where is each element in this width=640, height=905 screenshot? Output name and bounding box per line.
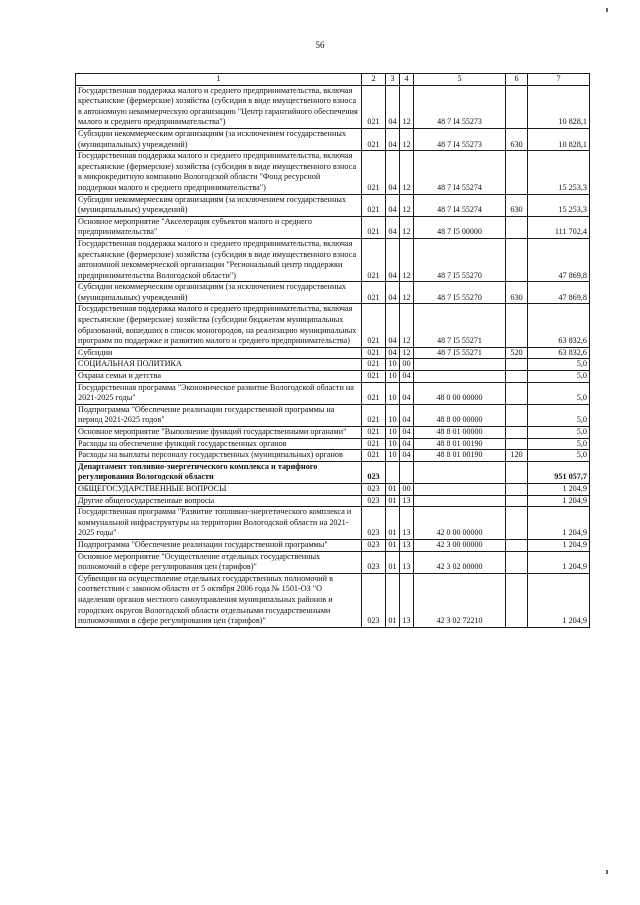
row-article-cell <box>414 483 506 495</box>
row-article-cell <box>414 371 506 383</box>
row-name-cell: Основное мероприятие "Выполнение функций государственными органами" <box>76 427 362 439</box>
row-section-cell: 01 <box>386 507 400 540</box>
row-article-cell: 48 7 I4 55273 <box>414 128 506 150</box>
row-subsection-cell: 12 <box>400 151 414 194</box>
row-code-cell: 021 <box>362 359 386 371</box>
row-type-cell: 630 <box>506 194 528 216</box>
row-subsection-cell <box>400 461 414 483</box>
row-section-cell: 04 <box>386 238 400 281</box>
row-type-cell <box>506 151 528 194</box>
row-subsection-cell: 12 <box>400 194 414 216</box>
table-row <box>76 216 590 238</box>
row-type-cell: 630 <box>506 128 528 150</box>
row-section-cell: 04 <box>386 128 400 150</box>
row-sum-cell: 63 832,6 <box>528 347 590 359</box>
row-sum-cell: 15 253,3 <box>528 194 590 216</box>
row-sum-cell: 15 253,3 <box>528 151 590 194</box>
row-section-cell: 04 <box>386 85 400 128</box>
table-row <box>76 483 590 495</box>
row-type-cell <box>506 539 528 551</box>
row-type-cell <box>506 238 528 281</box>
row-subsection-cell: 04 <box>400 427 414 439</box>
table-row <box>76 282 590 304</box>
row-subsection-cell: 12 <box>400 128 414 150</box>
row-code-cell: 021 <box>362 194 386 216</box>
row-subsection-cell: 00 <box>400 483 414 495</box>
row-sum-cell: 1 204,9 <box>528 551 590 573</box>
row-type-cell <box>506 404 528 426</box>
row-name-cell: Департамент топливно-энергетического комплекса и тарифного регулирования Вологодской области <box>76 461 362 483</box>
row-type-cell: 520 <box>506 347 528 359</box>
scan-mark <box>606 870 608 874</box>
row-section-cell: 10 <box>386 371 400 383</box>
row-subsection-cell: 04 <box>400 438 414 450</box>
row-name-cell: Государственная поддержка малого и среднего предпринимательства, включая крестьянские (фермерские) хозяйства (субсидия в виде имущественного взноса автономной некоммерческой организации "Региональный центр поддержки предпринимательства Вологодской области") <box>76 238 362 281</box>
row-code-cell: 023 <box>362 483 386 495</box>
row-type-cell <box>506 573 528 627</box>
row-article-cell: 48 7 I5 55270 <box>414 282 506 304</box>
header-cell: 4 <box>400 74 414 86</box>
row-type-cell: 630 <box>506 282 528 304</box>
row-code-cell: 023 <box>362 539 386 551</box>
row-code-cell: 021 <box>362 238 386 281</box>
row-section-cell: 04 <box>386 151 400 194</box>
row-article-cell: 48 0 00 00000 <box>414 382 506 404</box>
page-number: 56 <box>315 40 325 50</box>
row-code-cell: 021 <box>362 347 386 359</box>
row-section-cell: 01 <box>386 551 400 573</box>
row-subsection-cell: 12 <box>400 282 414 304</box>
row-article-cell: 48 7 I4 55273 <box>414 85 506 128</box>
row-name-cell: Субсидии некоммерческим организациям (за исключением государственных (муниципальных) учреждений) <box>76 282 362 304</box>
row-code-cell: 021 <box>362 427 386 439</box>
row-article-cell: 48 7 I5 00000 <box>414 216 506 238</box>
row-sum-cell: 1 204,9 <box>528 495 590 507</box>
row-type-cell <box>506 461 528 483</box>
row-name-cell: Расходы на обеспечение функций государственных органов <box>76 438 362 450</box>
table-row <box>76 194 590 216</box>
header-cell: 1 <box>76 74 362 86</box>
row-subsection-cell: 13 <box>400 573 414 627</box>
row-subsection-cell: 04 <box>400 404 414 426</box>
row-code-cell: 023 <box>362 495 386 507</box>
row-code-cell: 023 <box>362 551 386 573</box>
table-row <box>76 347 590 359</box>
header-cell: 2 <box>362 74 386 86</box>
row-subsection-cell: 12 <box>400 304 414 347</box>
row-section-cell: 04 <box>386 304 400 347</box>
row-subsection-cell: 13 <box>400 507 414 540</box>
row-name-cell: Субсидии некоммерческим организациям (за исключением государственных (муниципальных) учреждений) <box>76 194 362 216</box>
row-sum-cell: 5,0 <box>528 359 590 371</box>
table-row <box>76 404 590 426</box>
table-row <box>76 427 590 439</box>
row-type-cell <box>506 304 528 347</box>
row-sum-cell: 111 702,4 <box>528 216 590 238</box>
row-name-cell: Субсидии <box>76 347 362 359</box>
table-row <box>76 551 590 573</box>
table-row <box>76 507 590 540</box>
row-type-cell <box>506 382 528 404</box>
row-section-cell: 01 <box>386 573 400 627</box>
row-section-cell <box>386 461 400 483</box>
row-name-cell: Основное мероприятие "Акселерация субъектов малого и среднего предпринимательства" <box>76 216 362 238</box>
row-sum-cell: 1 204,9 <box>528 483 590 495</box>
row-subsection-cell: 12 <box>400 216 414 238</box>
row-type-cell <box>506 85 528 128</box>
row-name-cell: Государственная поддержка малого и среднего предпринимательства, включая крестьянские (фермерские) хозяйства (субсидии бюджетам муниципальных образований, вошедших в список моногородов, на реализацию муниципальных программ по поддержке и развитию малого и среднего предпринимательства) <box>76 304 362 347</box>
table-row <box>76 461 590 483</box>
row-subsection-cell: 04 <box>400 450 414 462</box>
row-section-cell: 10 <box>386 359 400 371</box>
row-section-cell: 01 <box>386 483 400 495</box>
row-code-cell: 021 <box>362 282 386 304</box>
row-name-cell: Другие общегосударственные вопросы <box>76 495 362 507</box>
header-cell: 7 <box>528 74 590 86</box>
row-type-cell <box>506 427 528 439</box>
row-code-cell: 021 <box>362 151 386 194</box>
row-type-cell <box>506 483 528 495</box>
table-row <box>76 495 590 507</box>
scan-mark <box>606 8 608 12</box>
row-subsection-cell: 04 <box>400 382 414 404</box>
row-sum-cell: 5,0 <box>528 371 590 383</box>
row-article-cell: 48 8 00 00000 <box>414 404 506 426</box>
row-section-cell: 04 <box>386 282 400 304</box>
row-code-cell: 023 <box>362 461 386 483</box>
row-code-cell: 021 <box>362 304 386 347</box>
row-subsection-cell: 04 <box>400 371 414 383</box>
row-sum-cell: 1 204,9 <box>528 507 590 540</box>
row-type-cell <box>506 507 528 540</box>
row-article-cell: 42 0 00 00000 <box>414 507 506 540</box>
row-code-cell: 023 <box>362 507 386 540</box>
row-article-cell: 42 3 00 00000 <box>414 539 506 551</box>
row-subsection-cell: 12 <box>400 85 414 128</box>
header-cell: 3 <box>386 74 400 86</box>
row-section-cell: 10 <box>386 382 400 404</box>
row-name-cell: Субвенции на осуществление отдельных государственных полномочий в соответствии с законом области от 5 октября 2006 года № 1501-ОЗ "О наделении органов местного самоуправления муниципальных районов и городских округов Вологодской области отдельными государственными полномочиями в сфере регулирования цен (тарифов)" <box>76 573 362 627</box>
row-name-cell: ОБЩЕГОСУДАРСТВЕННЫЕ ВОПРОСЫ <box>76 483 362 495</box>
row-article-cell: 48 8 01 00000 <box>414 427 506 439</box>
row-name-cell: Государственная программа "Экономическое развитие Вологодской области на 2021-2025 годы" <box>76 382 362 404</box>
table-row <box>76 371 590 383</box>
row-code-cell: 021 <box>362 128 386 150</box>
header-cell: 5 <box>414 74 506 86</box>
row-sum-cell: 63 832,6 <box>528 304 590 347</box>
row-sum-cell: 10 828,1 <box>528 128 590 150</box>
row-code-cell: 021 <box>362 85 386 128</box>
row-article-cell: 48 8 01 00190 <box>414 438 506 450</box>
table-row <box>76 539 590 551</box>
row-name-cell: Охрана семьи и детства <box>76 371 362 383</box>
row-type-cell: 120 <box>506 450 528 462</box>
row-name-cell: Расходы на выплаты персоналу государственных (муниципальных) органов <box>76 450 362 462</box>
row-type-cell <box>506 551 528 573</box>
row-subsection-cell: 12 <box>400 238 414 281</box>
table-row <box>76 382 590 404</box>
row-article-cell: 48 8 01 00190 <box>414 450 506 462</box>
row-section-cell: 01 <box>386 539 400 551</box>
row-sum-cell: 47 869,8 <box>528 282 590 304</box>
row-section-cell: 10 <box>386 438 400 450</box>
row-code-cell: 021 <box>362 216 386 238</box>
row-code-cell: 021 <box>362 371 386 383</box>
row-sum-cell: 5,0 <box>528 438 590 450</box>
row-article-cell: 48 7 I5 55271 <box>414 347 506 359</box>
row-type-cell <box>506 216 528 238</box>
row-article-cell <box>414 461 506 483</box>
row-sum-cell: 10 828,1 <box>528 85 590 128</box>
header-cell: 6 <box>506 74 528 86</box>
row-name-cell: Основное мероприятие "Осуществление отдельных государственных полномочий в сфере регулирования цен (тарифов)" <box>76 551 362 573</box>
row-sum-cell: 1 204,9 <box>528 539 590 551</box>
row-type-cell <box>506 495 528 507</box>
row-article-cell: 48 7 I4 55274 <box>414 151 506 194</box>
table-header-row <box>76 74 590 86</box>
row-sum-cell: 5,0 <box>528 382 590 404</box>
table-row <box>76 304 590 347</box>
table-row <box>76 238 590 281</box>
row-section-cell: 10 <box>386 404 400 426</box>
row-name-cell: Субсидии некоммерческим организациям (за исключением государственных (муниципальных) учреждений) <box>76 128 362 150</box>
row-code-cell: 023 <box>362 573 386 627</box>
row-subsection-cell: 12 <box>400 347 414 359</box>
row-section-cell: 04 <box>386 347 400 359</box>
row-article-cell <box>414 359 506 371</box>
row-section-cell: 04 <box>386 194 400 216</box>
table-row <box>76 85 590 128</box>
row-sum-cell: 5,0 <box>528 404 590 426</box>
row-article-cell: 42 3 02 72210 <box>414 573 506 627</box>
row-section-cell: 10 <box>386 427 400 439</box>
row-subsection-cell: 00 <box>400 359 414 371</box>
row-name-cell: Подпрограмма "Обеспечение реализации государственной программы на период 2021-2025 годов" <box>76 404 362 426</box>
row-type-cell <box>506 359 528 371</box>
row-name-cell: СОЦИАЛЬНАЯ ПОЛИТИКА <box>76 359 362 371</box>
row-section-cell: 10 <box>386 450 400 462</box>
row-code-cell: 021 <box>362 382 386 404</box>
row-sum-cell: 951 057,7 <box>528 461 590 483</box>
row-name-cell: Государственная поддержка малого и среднего предпринимательства, включая крестьянские (фермерские) хозяйства (субсидия в виде имущественного взноса в микрокредитную компанию Вологодской области "Фонд ресурсной поддержки малого и среднего предпринимательства") <box>76 151 362 194</box>
row-subsection-cell: 13 <box>400 551 414 573</box>
table-row <box>76 573 590 627</box>
budget-table <box>75 73 590 628</box>
row-sum-cell: 5,0 <box>528 427 590 439</box>
table-row <box>76 128 590 150</box>
row-article-cell: 48 7 I5 55271 <box>414 304 506 347</box>
table-row <box>76 151 590 194</box>
row-article-cell <box>414 495 506 507</box>
row-code-cell: 021 <box>362 450 386 462</box>
row-type-cell <box>506 371 528 383</box>
row-article-cell: 48 7 I5 55270 <box>414 238 506 281</box>
table-row <box>76 438 590 450</box>
row-sum-cell: 1 204,9 <box>528 573 590 627</box>
row-article-cell: 48 7 I4 55274 <box>414 194 506 216</box>
row-name-cell: Государственная программа "Развитие топливно-энергетического комплекса и коммунальной инфраструктуры на территории Вологодской области на 2021-2025 годы" <box>76 507 362 540</box>
row-code-cell: 021 <box>362 438 386 450</box>
row-sum-cell: 5,0 <box>528 450 590 462</box>
row-subsection-cell: 13 <box>400 495 414 507</box>
row-name-cell: Государственная поддержка малого и среднего предпринимательства, включая крестьянские (фермерские) хозяйства (субсидия в виде имущественного взноса в автономную некоммерческую организацию "Центр гарантийного обеспечения малого и среднего предпринимательства") <box>76 85 362 128</box>
row-article-cell: 42 3 02 00000 <box>414 551 506 573</box>
table-row <box>76 450 590 462</box>
row-name-cell: Подпрограмма "Обеспечение реализации государственной программы" <box>76 539 362 551</box>
row-section-cell: 04 <box>386 216 400 238</box>
row-type-cell <box>506 438 528 450</box>
row-section-cell: 01 <box>386 495 400 507</box>
row-code-cell: 021 <box>362 404 386 426</box>
table-row <box>76 359 590 371</box>
row-subsection-cell: 13 <box>400 539 414 551</box>
row-sum-cell: 47 869,8 <box>528 238 590 281</box>
